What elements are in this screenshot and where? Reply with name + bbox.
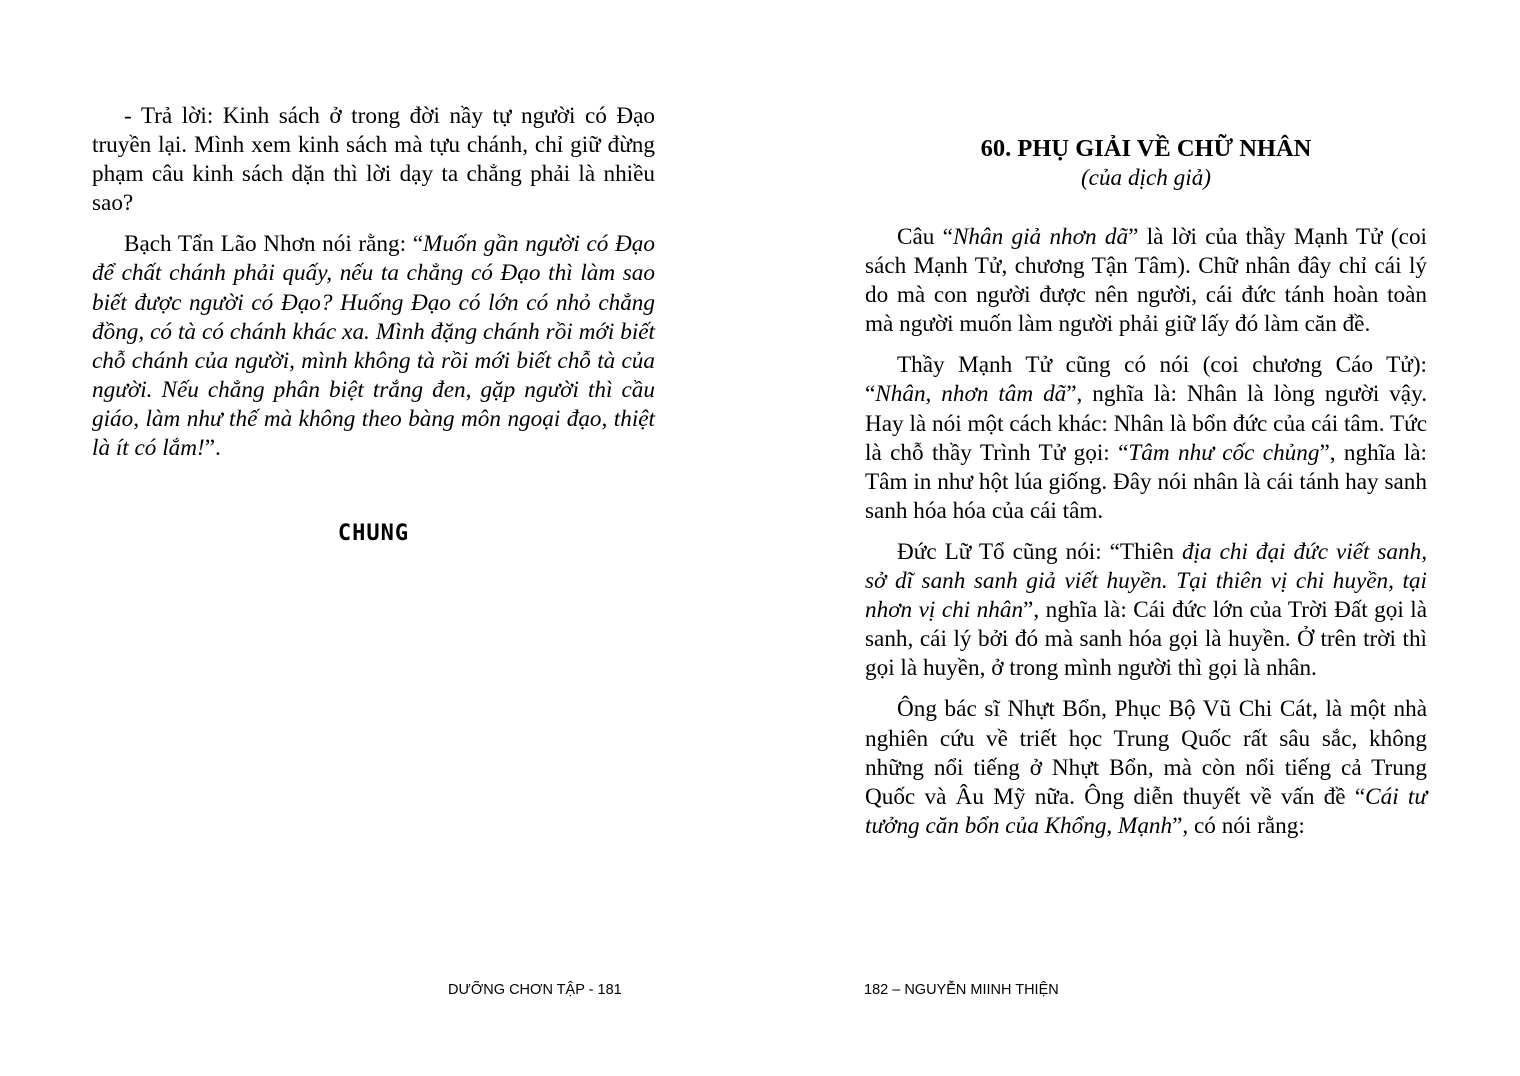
- page-footer-right: 182 – NGUYỄN MIINH THIỆN: [864, 982, 1059, 998]
- left-paragraph-2: [92, 230, 655, 463]
- right-page-body: [865, 134, 1427, 853]
- text-segment: ”, nghĩa là: Cái đức lớn của Trời Đất gọi là sanh, cái lý bởi đó mà sanh hóa gọi là huyền. Ở trên trời thì gọi là huyền, ở trong mình người thì gọi là nhân.: [865, 597, 1427, 682]
- right-paragraph-3: [865, 538, 1427, 683]
- right-page: [760, 0, 1520, 1076]
- italic-quote: Cái tư tưởng căn bổn của Khổng, Mạnh: [865, 783, 1428, 839]
- text-segment: ”, có nói rằng:: [1172, 812, 1305, 839]
- text-segment: - Trả lời: Kinh sách ở trong đời nầy tự người có Đạo truyền lại. Mình xem kinh sách mà tựu chánh, chỉ giữ đừng phạm câu kinh sách dặn thì lời dạy ta chẳng phải là nhiều sao?: [92, 103, 655, 217]
- chapter-subtitle: (của dịch giả): [1080, 165, 1212, 191]
- page-footer-left: DƯỠNG CHƠN TẬP - 181: [448, 982, 622, 998]
- text-segment: Đức Lữ Tổ cũng nói: “Thiên: [897, 538, 1182, 565]
- text-segment: Ông bác sĩ Nhựt Bổn, Phục Bộ Vũ Chi Cát, là một nhà nghiên cứu về triết học Trung Quốc rất sâu sắc, không những nổi tiếng ở Nhựt Bổn, mà còn nổi tiếng cả Trung Quốc và Âu Mỹ nữa. Ông diễn thuyết về vấn đề “: [865, 696, 1427, 810]
- text-segment: Câu “: [897, 224, 953, 250]
- text-segment: ”, nghĩa là: Nhân là lòng người vậy. Hay là nói một cách khác: Nhân là bổn đức của cái tâm. Tức là chỗ thầy Trình Tử gọi: “: [865, 381, 1427, 466]
- italic-quote: Tâm như cốc chủng: [1128, 439, 1320, 466]
- italic-quote: Muốn gần người có Đạo để chất chánh phải quấy, nếu ta chẳng có Đạo thì làm sao biết được người có Đạo? Huống Đạo có lớn có nhỏ chẳng đồng, có tà có chánh khác xa. Mình đặng chánh rồi mới biết chỗ chánh của người, mình không tà rồi mới biết chỗ tà của người. Nếu chẳng phân biệt trắng đen, gặp người thì cầu giáo, làm như thế mà không theo bàng môn ngoại đạo, thiệt là ít có lắm!: [92, 231, 655, 462]
- italic-quote: Nhân giả nhơn dã: [952, 224, 1129, 250]
- left-paragraph-1: [92, 102, 655, 218]
- italic-quote: địa chi đại đức viết sanh, sở dĩ sanh sanh giả viết huyền. Tại thiên vị chi huyền, tại nhơn vị chi nhân: [865, 538, 1427, 624]
- italic-quote: Nhân, nhơn tâm dã: [875, 381, 1067, 408]
- right-paragraph-2: [865, 351, 1427, 526]
- text-segment: ”.: [204, 435, 221, 462]
- right-paragraph-4: [865, 695, 1427, 840]
- end-mark: CHUNG: [337, 521, 410, 547]
- text-segment: Bạch Tẩn Lão Nhơn nói rằng: “: [124, 231, 424, 258]
- text-segment: ”, nghĩa là: Tâm in như hột lúa giống. Đây nói nhân là cái tánh hay sanh sanh hóa hóa của cái tâm.: [865, 439, 1427, 524]
- chapter-title: 60. PHỤ GIẢI VỀ CHỮ NHÂN: [980, 135, 1312, 162]
- left-page-body: [92, 102, 655, 548]
- right-paragraph-1: [865, 223, 1427, 339]
- text-segment: Thầy Mạnh Tử cũng có nói (coi chương Cáo Tử): “: [865, 352, 1427, 408]
- text-segment: ” là lời của thầy Mạnh Tử (coi sách Mạnh Tử, chương Tận Tâm). Chữ nhân đây chỉ cái lý do mà con người được nên người, cái đức tánh hoàn toàn mà người muốn làm người phải giữ lấy đó làm căn đề.: [865, 224, 1427, 338]
